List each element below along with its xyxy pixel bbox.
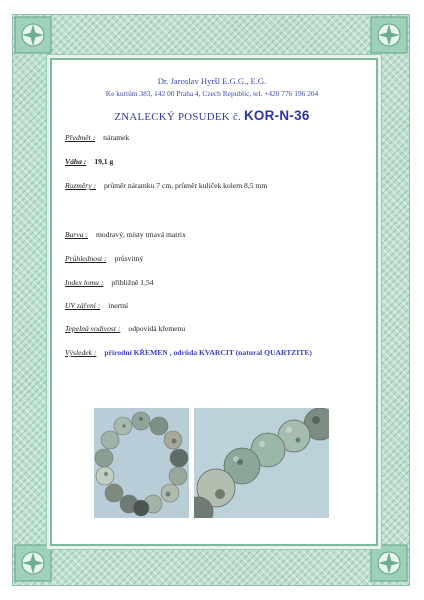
field-label: Váha : (65, 157, 87, 166)
field-refractive-index (65, 278, 154, 287)
field-label: Tepelná vodivost : (65, 324, 121, 333)
field-value: inertní (108, 301, 129, 310)
certificate-code: KOR-N-36 (243, 108, 310, 123)
bracelet-photo (94, 408, 189, 518)
field-transparency (65, 254, 143, 263)
field-value: 19,1 g (94, 157, 114, 166)
ornament-corner-icon (370, 16, 408, 54)
field-dimensions (65, 181, 267, 190)
field-label: Index lomu : (65, 278, 104, 287)
ornament-corner-icon (14, 16, 52, 54)
field-thermal (65, 324, 185, 333)
field-value: odpovídá křemenu (128, 324, 186, 333)
field-value: náramek (103, 133, 130, 142)
field-label: UV záření : (65, 301, 101, 310)
field-label: Průhlednost : (65, 254, 107, 263)
field-label: Rozměry : (65, 181, 96, 190)
field-color (65, 230, 186, 239)
ornament-corner-icon (370, 544, 408, 582)
field-subject (65, 133, 129, 142)
field-value: modravý, místy tmavá matrix (96, 230, 186, 239)
field-weight (65, 157, 113, 166)
ornament-corner-icon (14, 544, 52, 582)
bead-closeup-photo (194, 408, 329, 518)
field-value: průměr náramku 7 cm, průměr kuliček kolem 8,5 mm (104, 181, 268, 190)
field-uv (65, 301, 128, 310)
field-value: přírodní KŘEMEN , odrůda KVARCIT (natural QUARTZITE) (104, 348, 312, 357)
examiner-name: Dr. Jaroslav Hyršl E.G.G., E.G. (157, 76, 267, 86)
field-value: přibližně 1,54 (111, 278, 154, 287)
certificate-title (62, 108, 362, 123)
title-text: ZNALECKÝ POSUDEK č. (114, 111, 241, 123)
field-label: Barva : (65, 230, 88, 239)
examiner-address: Ke kurtům 383, 142 00 Praha 4, Czech Republic, tel. +420 776 196 204 (105, 89, 319, 98)
field-label: Předmět : (65, 133, 96, 142)
field-result (65, 348, 312, 357)
field-label: Výsledek : (65, 348, 97, 357)
field-value: průsvitný (114, 254, 144, 263)
